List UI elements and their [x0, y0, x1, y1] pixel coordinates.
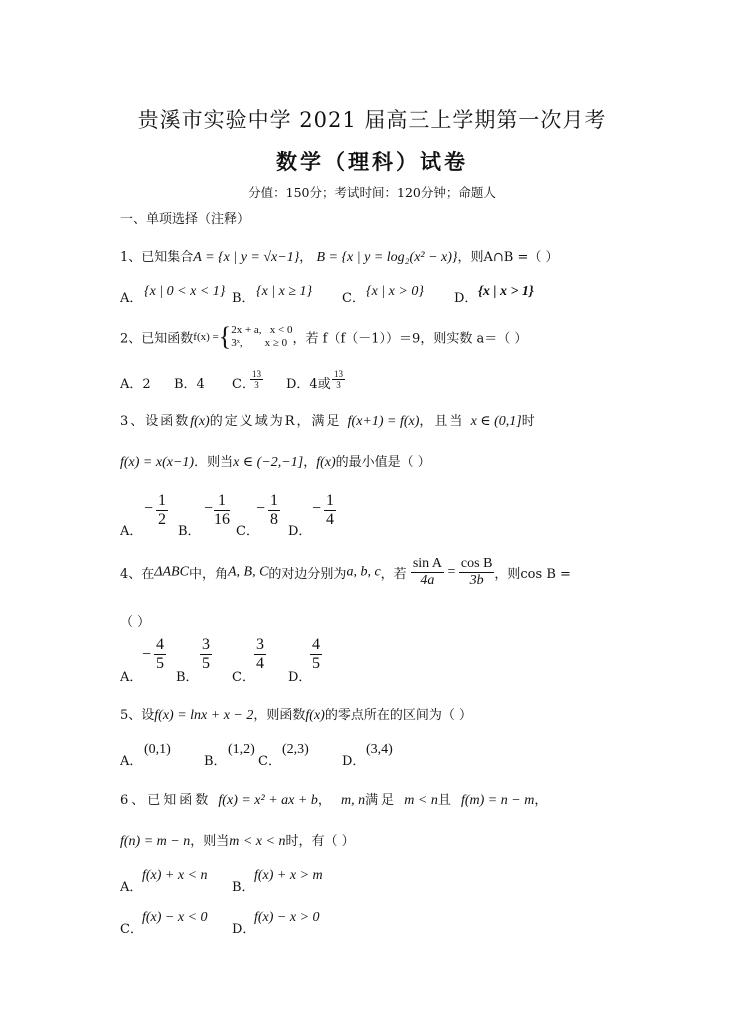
- question-3: 3、设函数f(x)的定义域为R，满足 f(x+1) = f(x)，且当 x ∈ (0,1]时: [120, 414, 537, 429]
- set-b: B = {x | y = log₂(x² − x)}: [316, 250, 458, 265]
- question-4: 4、在ΔABC中，角A, B, C的对边分别为a, b, c，若 $\frac{\text{sin A}}{4a}$ = $\frac{\text{cos B}}{3b}$ ，则cos B =: [120, 556, 571, 589]
- question-2: 2、已知函数f(x) ={ 2x + a, x < 0 3ˣ, x ≥ 0 ，若 f（f（－1））＝9，则实数 a＝（ ）: [120, 322, 528, 351]
- piecewise-cases: 2x + a, x < 0 3ˣ, x ≥ 0: [231, 324, 293, 349]
- fraction-cos-b: $\frac{\text{cos B}}{3b}$: [460, 556, 493, 589]
- question-4-paren: （ ）: [120, 615, 151, 630]
- exam-meta: 分值：150分；考试时间：120分钟；命题人: [248, 185, 496, 200]
- question-5: 5、设f(x) = lnx + x − 2，则函数f(x)的零点所在的区间为（ ）: [120, 708, 472, 723]
- fraction-sin-a: $\frac{\text{sin A}}{4a}$: [412, 556, 442, 589]
- exam-subtitle: 数学（理科）试卷: [276, 149, 468, 174]
- question-1: 1、已知集合A = {x | y = √x−1}， B = {x | y = log₂(x² − x)}，则A∩B =（ ）: [120, 250, 559, 265]
- set-a: A = {x | y = √x−1}: [193, 250, 300, 265]
- question-6: 6、已知函数 f(x) = x² + ax + b， m, n满足 m < n且 f(m) = n − m，: [120, 793, 551, 808]
- question-3-line-2: f(x) = x(x−1)．则当x ∈ (−2,−1]，f(x)的最小值是（ ）: [120, 455, 431, 470]
- exam-title: 贵溪市实验中学 2021 届高三上学期第一次月考: [137, 108, 607, 132]
- section-heading: 一、单项选择（注释）: [120, 212, 251, 227]
- question-6-line-2: f(n) = m − n，则当m < x < n时，有（ ）: [120, 834, 355, 849]
